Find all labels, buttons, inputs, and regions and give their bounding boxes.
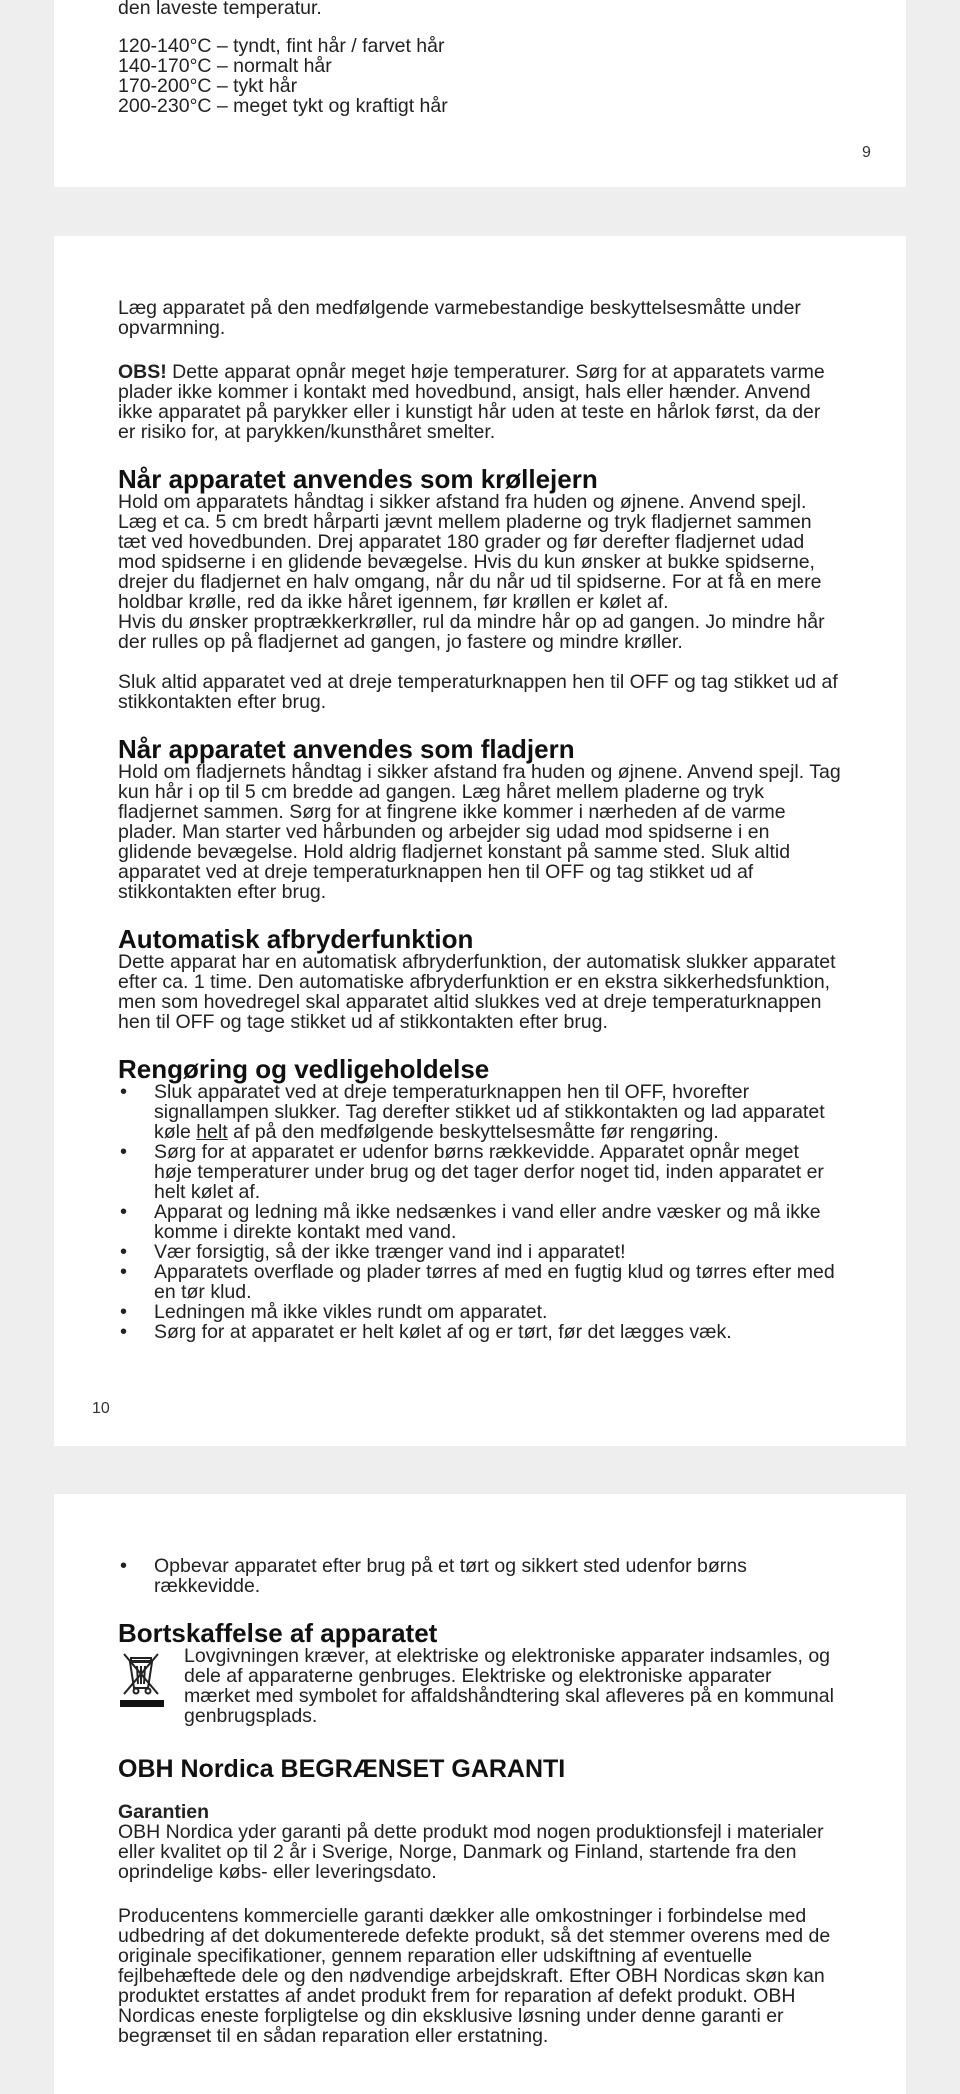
list-item: • Ledningen må ikke vikles rundt om apparatet. — [118, 1302, 842, 1322]
temp-line: 200-230°C – meget tykt og kraftigt hår — [118, 95, 448, 117]
page-number: 10 — [92, 1400, 110, 1417]
body-text: den laveste temperatur. — [118, 0, 322, 19]
section-heading-auto-off: Automatisk afbryderfunktion — [118, 924, 474, 954]
intro-text: Læg apparatet på den medfølgende varmebestandige beskyttelsesmåtte under opvarmning. — [118, 297, 801, 339]
list-item: • Apparatets overflade og plader tørres af med en fugtig klud og tørres efter med en tør klud. — [118, 1262, 842, 1302]
subheading-guarantee: Garantien — [118, 1801, 210, 1823]
warning-paragraph — [118, 362, 842, 442]
list-item: • Sørg for at apparatet er udenfor børns rækkevidde. Apparatet opnår meget høje temperaturer under brug og det tager derfor noget tid, inden apparatet er helt kølet af. — [118, 1142, 842, 1202]
curl-paragraph-3: Sluk altid apparatet ved at dreje temperaturknappen hen til OFF og tag stikket ud af stikkontakten efter brug. — [118, 671, 838, 713]
list-item: • Opbevar apparatet efter brug på et tørt og sikkert sted udenfor børns rækkevidde. — [118, 1556, 842, 1596]
manual-page-10 — [54, 236, 906, 1446]
section-heading-cleaning: Rengøring og vedligeholdelse — [118, 1054, 490, 1084]
manual-page-9 — [54, 0, 906, 187]
manual-page-11 — [54, 1494, 906, 2094]
temp-line: 170-200°C – tykt hår — [118, 75, 298, 97]
page-number: 9 — [862, 144, 871, 161]
list-item: • Sørg for at apparatet er helt kølet af og er tørt, før det lægges væk. — [118, 1322, 842, 1342]
auto-paragraph: Dette apparat har en automatisk afbryderfunktion, der automatisk slukker apparatet efter ca. 1 time. Den automatiske afbryderfunktion er en ekstra sikkerhedsfunktion, men som hovedregel skal apparatet altid slukkes ved at dreje temperaturknappen hen til OFF og tage stikket ud af stikkontakten efter brug. — [118, 951, 836, 1033]
flat-paragraph: Hold om fladjernets håndtag i sikker afstand fra huden og øjnene. Anvend spejl. Tag kun hår i op til 5 cm bredde ad gangen. Læg håret mellem pladerne og tryk fladjernet sammen. Sørg for at fingrene ikke kommer i nærheden af de varme plader. Man starter ved hårbunden og arbejder sig udad mod spidserne i en glidende bevægelse. Hold aldrig fladjernet konstant på samme sted. Sluk altid apparatet ved at dreje temperaturknappen hen til OFF og tag stikket ud af stikkontakten efter brug. — [118, 761, 841, 903]
section-heading-warranty: OBH Nordica BEGRÆNSET GARANTI — [118, 1755, 566, 1783]
obs-label: OBS! — [118, 361, 167, 383]
crossed-bin-icon — [118, 1648, 166, 1717]
guarantee-paragraph-2: Producentens kommercielle garanti dækker alle omkostninger i forbindelse med udbedring af det dokumenterede defekte produkt, så det stemmer overens med de originale specifikationer, gennem reparation eller udskiftning af eventuelle fejlbehæftede dele og den nødvendige arbejdskraft. Efter OBH Nordicas skøn kan produktet erstattes af andet produkt frem for reparation af defekt produkt. OBH Nordicas eneste forpligtelse og din eksklusive løsning under denne garanti er begrænset til en sådan reparation eller erstatning. — [118, 1905, 831, 2047]
storage-list — [118, 1556, 842, 1596]
curl-paragraph-2: Hvis du ønsker proptrækkerkrøller, rul da mindre hår op ad gangen. Jo mindre hår der rulles op på fladjernet ad gangen, jo fastere og mindre krøller. — [118, 611, 825, 653]
section-heading-flatiron: Når apparatet anvendes som fladjern — [118, 734, 575, 764]
list-item: • Vær forsigtig, så der ikke trænger vand ind i apparatet! — [118, 1242, 842, 1262]
cleaning-list — [118, 1082, 842, 1342]
temp-line: 120-140°C – tyndt, fint hår / farvet hår — [118, 35, 445, 57]
curl-paragraph-1: Hold om apparatets håndtag i sikker afstand fra huden og øjnene. Anvend spejl. Læg et ca. 5 cm bredt hårparti jævnt mellem pladerne og tryk fladjernet sammen tæt ved hovedbunden. Drej apparatet 180 grader og før derefter fladjernet udad mod spidserne i en glidende bevægelse. Hvis du kun ønsker at bukke spidserne, drejer du fladjernet en halv omgang, når du når ud til spidserne. For at få en mere holdbar krølle, red da ikke håret igennem, før krøllen er kølet af. — [118, 491, 822, 613]
section-heading-curling: Når apparatet anvendes som krøllejern — [118, 464, 598, 494]
list-item: • Apparat og ledning må ikke nedsænkes i vand eller andre væsker og må ikke komme i direkte kontakt med vand. — [118, 1202, 842, 1242]
list-item: • Sluk apparatet ved at dreje temperaturknappen hen til OFF, hvorefter signallampen slukker. Tag derefter stikket ud af stikkontakten og lad apparatet køle helt af på den medfølgende beskyttelsesmåtte før rengøring. — [118, 1082, 842, 1142]
guarantee-paragraph-1: OBH Nordica yder garanti på dette produkt mod nogen produktionsfejl i materialer eller kvalitet op til 2 år i Sverige, Norge, Danmark og Finland, startende fra den oprindelige købs- eller leveringsdato. — [118, 1821, 824, 1883]
temp-line: 140-170°C – normalt hår — [118, 55, 332, 77]
section-heading-disposal: Bortskaffelse af apparatet — [118, 1618, 438, 1648]
disposal-block — [118, 1646, 842, 1726]
obs-text: Dette apparat opnår meget høje temperaturer. Sørg for at apparatets varme plader ikke kommer i kontakt med hovedbund, ansigt, hals eller hænder. Anvend ikke apparatet på parykker eller i kunstigt hår uden at teste en hårlok først, da der er risiko for, at parykken/kunsthåret smelter. — [118, 361, 825, 443]
disposal-text: Lovgivningen kræver, at elektriske og elektroniske apparater indsamles, og dele af apparaterne genbruges. Elektriske og elektroniske apparater mærket med symbolet for affaldshåndtering skal afleveres på en kommunal genbrugsplads. — [184, 1645, 834, 1727]
